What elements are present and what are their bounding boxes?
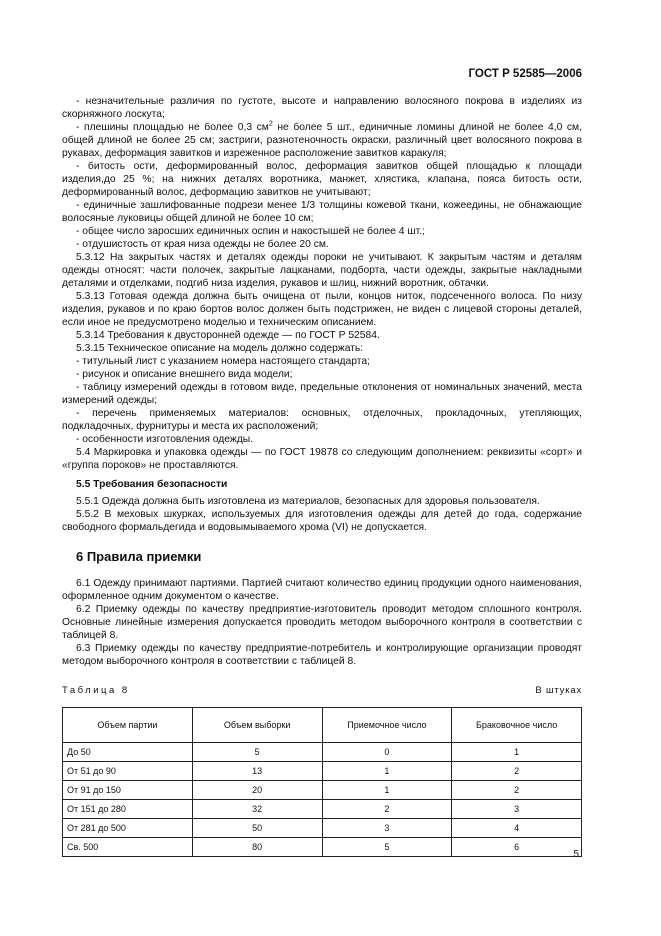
paragraph: 5.4 Маркировка и упаковка одежды — по ГОСТ 19878 со следующим дополнением: реквизиты «сорт» и «группа пороков» не проставляются.	[62, 447, 582, 471]
table-cell: 5	[192, 743, 322, 762]
table-cell: 3	[452, 800, 582, 819]
table-header-row	[63, 708, 582, 743]
table-cell: От 51 до 90	[63, 762, 193, 781]
table-cell: 4	[452, 819, 582, 838]
table-cell: 1	[322, 781, 452, 800]
table-row	[63, 800, 582, 819]
table-unit: В штуках	[535, 685, 582, 696]
table-cell: 50	[192, 819, 322, 838]
table-cell: 2	[452, 781, 582, 800]
table-cell: Св. 500	[63, 838, 193, 857]
paragraph: - единичные зашлифованные подрези менее 1/3 толщины кожевой ткани, кожеедины, не обнажающие волосяные луковицы общей длиной не более 10 см;	[62, 200, 582, 224]
table-cell: 3	[322, 819, 452, 838]
document-header: ГОСТ Р 52585—2006	[468, 68, 582, 80]
paragraph: 6.3 Приемку одежды по качеству предприятие-потребитель и контролирующие организации проводят методом выборочного контроля в соответствии с таблицей 8.	[62, 643, 582, 667]
subsection-heading: 5.5 Требования безопасности	[76, 479, 228, 490]
column-header: Объем выборки	[192, 708, 322, 743]
paragraph: 5.3.12 На закрытых частях и деталях одежды пороки не учитывают. К закрытым частям и деталям одежды относят: части полочек, закрытые лацканами, подборта, части одежды, закрытые накладными деталями и отделками, подгиб низа изделия, рукавов и шлиц, нижний воротник, обтачки.	[62, 252, 582, 289]
table-cell: 13	[192, 762, 322, 781]
table-cell: 20	[192, 781, 322, 800]
table-caption	[62, 684, 582, 697]
paragraph: 6.2 Приемку одежды по качеству предприятие-изготовитель проводит методом сплошного контроля. Основные линейные измерения допускается проводить методом выборочного контроля в соответствии с таблицей 8.	[62, 604, 582, 641]
table-row	[63, 819, 582, 838]
column-header: Браковочное число	[452, 708, 582, 743]
table-cell: От 281 до 500	[63, 819, 193, 838]
paragraph: - перечень применяемых материалов: основных, отделочных, прокладочных, утепляющих, подкладочных, фурнитуры и места их расположений;	[62, 408, 582, 432]
table-cell: 2	[452, 762, 582, 781]
paragraph: - незначительные различия по густоте, высоте и направлению волосяного покрова в изделиях из скорняжного лоскута;	[62, 96, 582, 120]
paragraph: - титульный лист с указанием номера настоящего стандарта;	[76, 356, 370, 367]
table-cell: От 91 до 150	[63, 781, 193, 800]
paragraph: 5.3.14 Требования к двусторонней одежде — по ГОСТ Р 52584.	[76, 330, 380, 341]
table-cell: 1	[452, 743, 582, 762]
table-cell: 80	[192, 838, 322, 857]
paragraph: - таблицу измерений одежды в готовом виде, предельные отклонения от номинальных значений, места измерений одежды;	[62, 382, 582, 406]
paragraph: 6.1 Одежду принимают партиями. Партией считают количество единиц продукции одного наименования, оформленное одним документом о качестве.	[62, 578, 582, 602]
superscript: 2	[268, 120, 273, 128]
paragraph	[62, 121, 582, 160]
paragraph: 5.5.2 В меховых шкурках, используемых для изготовления одежды для детей до года, содержание свободного формальдегида и водовымываемого хрома (VI) не допускается.	[62, 509, 582, 533]
paragraph: - отдушистость от края низа одежды не более 20 см.	[76, 239, 329, 250]
paragraph: - общее число заросших единичных оспин и накостышей не более 4 шт.;	[76, 226, 425, 237]
column-header: Объем партии	[63, 708, 193, 743]
page-number: 5	[573, 849, 579, 860]
table-cell: 2	[322, 800, 452, 819]
column-header: Приемочное число	[322, 708, 452, 743]
table-cell: 0	[322, 743, 452, 762]
paragraph: - битость ости, деформированный волос, деформация завитков общей площадью к площади изделия,до 25 %; на нижних деталях воротника, манжет, хлястика, клапана, пояса битость ости, деформированный волос, деформацию завитков не учитывают;	[62, 161, 582, 198]
paragraph: 5.3.15 Техническое описание на модель должно содержать:	[76, 343, 364, 354]
paragraph: 5.3.13 Готовая одежда должна быть очищена от пыли, концов ниток, подсеченного волоса. По низу изделия, рукавов и по краю бортов волос должен быть подстрижен, не виден с лицевой стороны деталей, если иное не предусмотрено моделью и техническим описанием.	[62, 291, 582, 328]
paragraph-text: - плешины площадью не более 0,3 см	[76, 122, 269, 133]
paragraph: 5.5.1 Одежда должна быть изготовлена из материалов, безопасных для здоровья пользователя.	[76, 496, 540, 507]
sampling-table	[62, 707, 582, 857]
table-cell: 32	[192, 800, 322, 819]
table-cell: 6	[452, 838, 582, 857]
paragraph: - особенности изготовления одежды.	[76, 434, 254, 445]
table-row	[63, 781, 582, 800]
table-label: Таблица 8	[62, 685, 130, 696]
table-row	[63, 838, 582, 857]
table-cell: От 151 до 280	[63, 800, 193, 819]
document-body	[62, 95, 582, 857]
table-row	[63, 743, 582, 762]
section-heading: 6 Правила приемки	[76, 549, 202, 564]
table-row	[63, 762, 582, 781]
table-cell: До 50	[63, 743, 193, 762]
paragraph: - рисунок и описание внешнего вида модели;	[76, 369, 293, 380]
table-cell: 1	[322, 762, 452, 781]
table-cell: 5	[322, 838, 452, 857]
paragraph-text: не более 5 шт., единичные ломины длиной не более 4,0 см, общей длиной не более 25 см; застриги, разнотеночность окраски, различный цвет волосяного покрова в рукавах, деформация завитков и изреженное расположение завитков каракуля;	[62, 122, 582, 159]
